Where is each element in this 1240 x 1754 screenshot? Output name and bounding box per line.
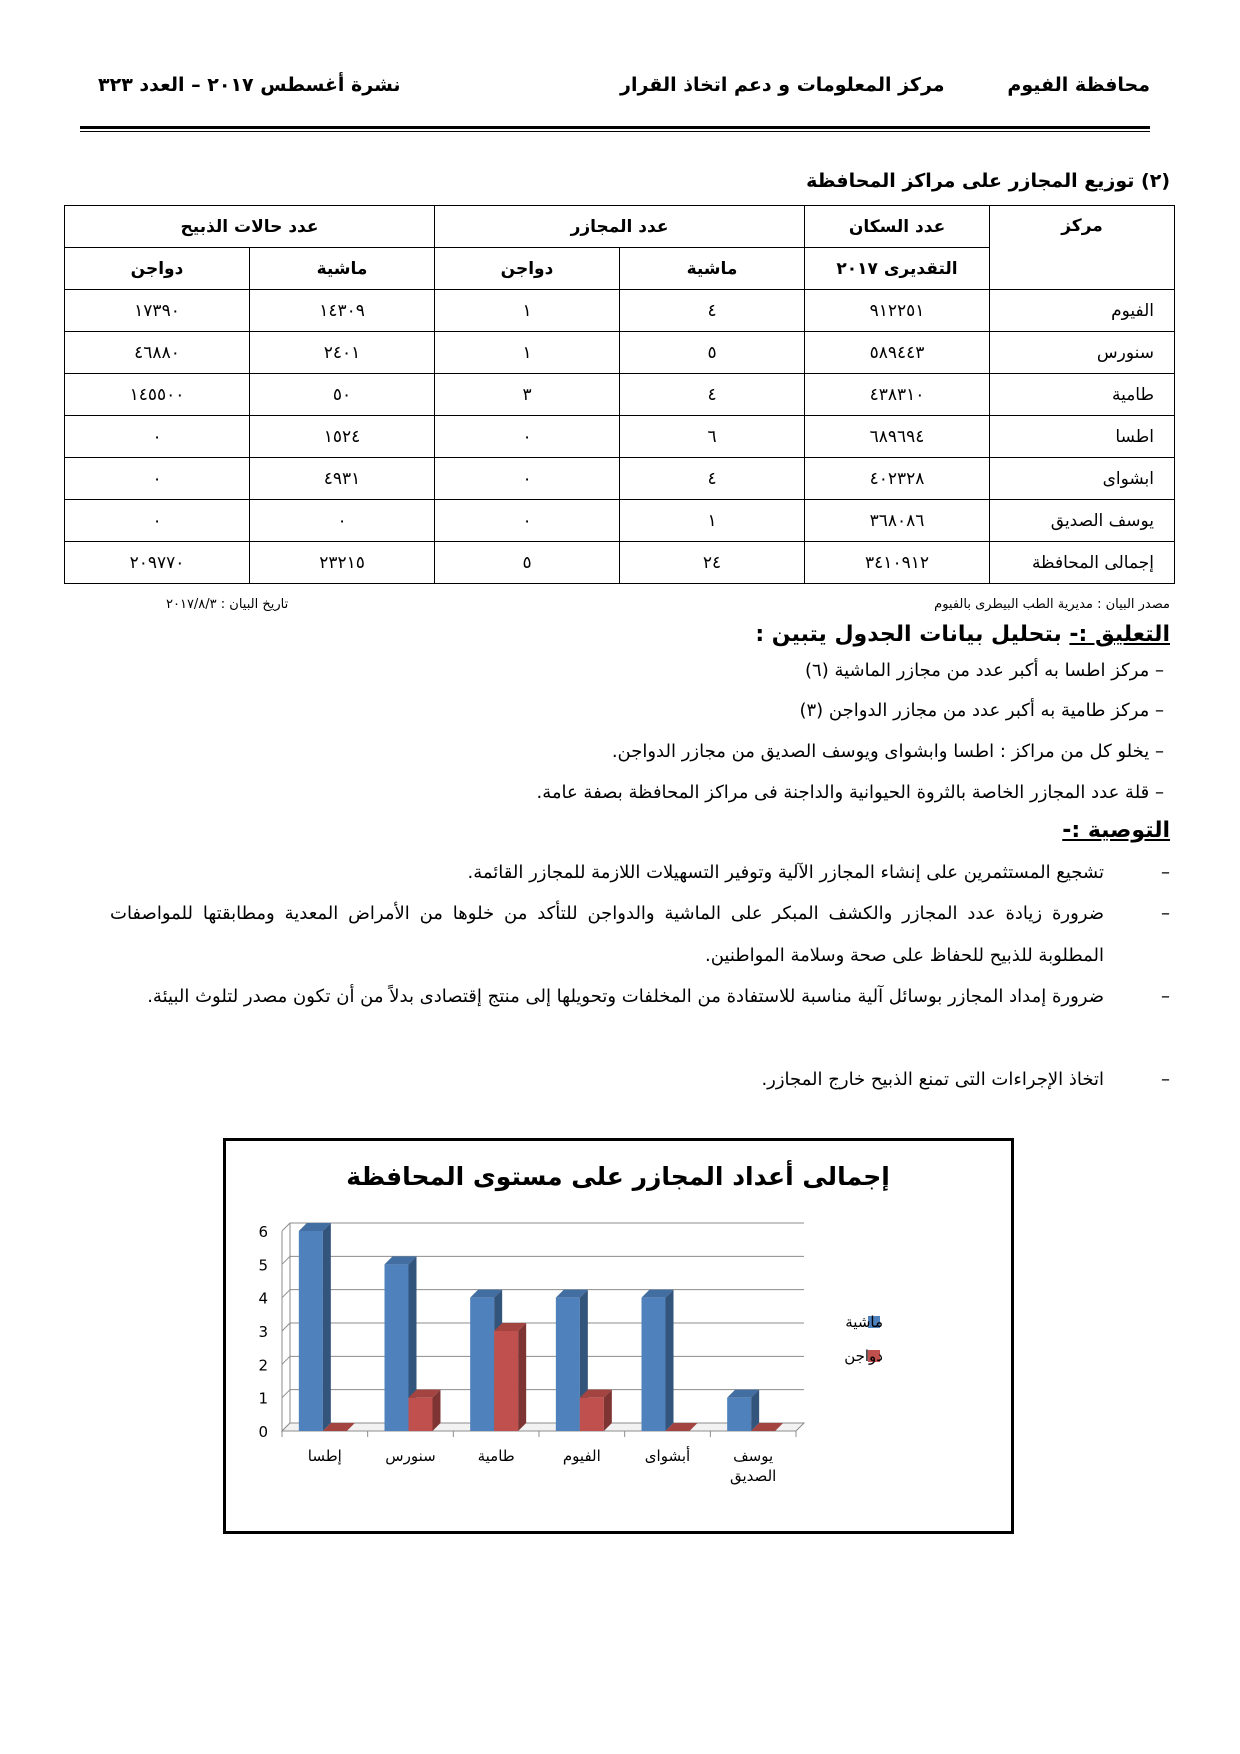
- cell-cases-livestock: ١٤٣٠٩: [250, 290, 435, 332]
- cell-cases-livestock: ٤٩٣١: [250, 458, 435, 500]
- bar-livestock: [385, 1264, 409, 1431]
- recommendation-item-1: [110, 852, 1170, 894]
- cell-name: طامية: [990, 374, 1175, 416]
- table-row: [65, 374, 1175, 416]
- y-tick-label: 0: [258, 1423, 268, 1441]
- table-row: [65, 500, 1175, 542]
- legend-label: ماشية: [845, 1313, 883, 1331]
- data-date-note: تاريخ البيان : ٢٠١٧/٨/٣: [166, 597, 289, 612]
- info-center-name: مركز المعلومات و دعم اتخاذ القرار: [620, 74, 945, 96]
- bar-livestock: [642, 1298, 666, 1431]
- bar-side: [518, 1323, 526, 1431]
- col-sh-poultry: دواجن: [435, 248, 620, 290]
- list-item: – مركز اطسا به أكبر عدد من مجازر الماشية (٦): [805, 660, 1164, 681]
- bar-poultry: [409, 1398, 433, 1431]
- x-tick-label: الصديق: [730, 1467, 777, 1485]
- cell-sh-livestock: ٤: [620, 290, 805, 332]
- cell-name: إجمالى المحافظة: [990, 542, 1175, 584]
- list-item: – قلة عدد المجازر الخاصة بالثروة الحيوانية والداجنة فى مراكز المحافظة بصفة عامة.: [536, 782, 1164, 803]
- cell-cases-livestock: ١٥٢٤: [250, 416, 435, 458]
- cell-cases-poultry: ٠: [65, 500, 250, 542]
- recommendation-item-2: [110, 893, 1170, 977]
- cell-name: يوسف الصديق: [990, 500, 1175, 542]
- cell-population: ٣٦٨٠٨٦: [805, 500, 990, 542]
- chart-title: إجمالى أعداد المجازر على مستوى المحافظة: [346, 1162, 890, 1191]
- comment-item-1: [805, 660, 1164, 681]
- cell-sh-livestock: ٢٤: [620, 542, 805, 584]
- col-cases-livestock: ماشية: [250, 248, 435, 290]
- slaughterhouses-table: [64, 205, 1175, 584]
- gridline-diagonal: [282, 1290, 290, 1298]
- gridline-diagonal: [282, 1390, 290, 1398]
- col-slaughterhouses: عدد المجازر: [435, 206, 805, 248]
- comment-label: التعليق :-: [1069, 622, 1170, 647]
- cell-sh-livestock: ١: [620, 500, 805, 542]
- list-item: – مركز طامية به أكبر عدد من مجازر الدواجن (٣): [799, 700, 1164, 721]
- cell-population: ٣٤١٠٩١٢: [805, 542, 990, 584]
- cell-sh-poultry: ٣: [435, 374, 620, 416]
- cell-cases-poultry: ١٤٥٥٠٠: [65, 374, 250, 416]
- cell-cases-poultry: ٠: [65, 458, 250, 500]
- x-tick-label: إطسا: [307, 1447, 342, 1465]
- header-divider-thin: [80, 131, 1150, 132]
- recommendation-text: ضرورة إمداد المجازر بوسائل آلية مناسبة للاستفادة من المخلفات وتحويلها إلى منتج إقتصادى بدلاً من أن تكون مصدر لتلوث البيئة.: [147, 986, 1104, 1007]
- y-tick-label: 4: [258, 1289, 268, 1308]
- cell-name: الفيوم: [990, 290, 1175, 332]
- bar-livestock: [299, 1231, 323, 1431]
- cell-name: اطسا: [990, 416, 1175, 458]
- col-center: مركز: [990, 206, 1175, 290]
- cell-cases-livestock: ٢٤٠١: [250, 332, 435, 374]
- dash-marker: –: [1161, 903, 1170, 924]
- y-tick-label: 5: [258, 1256, 268, 1275]
- cell-cases-poultry: ١٧٣٩٠: [65, 290, 250, 332]
- y-tick-label: 3: [258, 1323, 268, 1341]
- cell-population: ٤٣٨٣١٠: [805, 374, 990, 416]
- dash-marker: –: [1161, 862, 1170, 883]
- x-tick-label: يوسف: [733, 1447, 774, 1465]
- section-title: (٢) توزيع المجازر على مراكز المحافظة: [806, 170, 1170, 192]
- dash-marker: –: [1161, 1069, 1170, 1090]
- dash-marker: –: [1161, 986, 1170, 1007]
- cell-cases-poultry: ٠: [65, 416, 250, 458]
- cell-sh-poultry: ١: [435, 332, 620, 374]
- recommendation-heading: التوصية :-: [1062, 818, 1170, 843]
- slaughterhouses-chart: [223, 1138, 1014, 1534]
- x-tick-label: أبشواى: [644, 1447, 691, 1465]
- cell-sh-livestock: ٥: [620, 332, 805, 374]
- cell-name: ابشواى: [990, 458, 1175, 500]
- recommendation-item-4: [110, 1059, 1170, 1101]
- chart-canvas: [226, 1141, 1011, 1531]
- cell-sh-poultry: ٠: [435, 458, 620, 500]
- cell-population: ٦٨٩٦٩٤: [805, 416, 990, 458]
- bar-poultry: [494, 1331, 518, 1431]
- y-tick-label: 1: [258, 1389, 268, 1408]
- x-tick-label: طامية: [477, 1447, 515, 1465]
- bar-livestock: [727, 1398, 751, 1431]
- recommendation-text: اتخاذ الإجراءات التى تمنع الذبيح خارج المجازر.: [761, 1069, 1104, 1090]
- bar-livestock: [556, 1298, 580, 1431]
- comment-item-2: [799, 700, 1164, 721]
- x-tick-label: الفيوم: [562, 1447, 601, 1465]
- table-row: [65, 290, 1175, 332]
- recommendation-text: ضرورة زيادة عدد المجازر والكشف المبكر على الماشية والدواجن للتأكد من خلوها من الأمراض المعدية ومطابقتها للمواصفات المطلوبة للذبيح للحفاظ على صحة وسلامة المواطنين.: [110, 903, 1104, 966]
- cell-cases-poultry: ٤٦٨٨٠: [65, 332, 250, 374]
- col-slaughter-cases: عدد حالات الذبيح: [65, 206, 435, 248]
- bar-side: [323, 1223, 331, 1431]
- gridline-diagonal: [282, 1323, 290, 1331]
- cell-name: سنورس: [990, 332, 1175, 374]
- y-tick-label: 2: [258, 1356, 268, 1375]
- table-row: [65, 542, 1175, 584]
- table-header-row: [65, 206, 1175, 248]
- bulletin-issue: نشرة أغسطس ٢٠١٧ – العدد ٣٢٣: [98, 74, 401, 96]
- cell-sh-poultry: ١: [435, 290, 620, 332]
- col-cases-poultry: دواجن: [65, 248, 250, 290]
- bar-poultry: [580, 1398, 604, 1431]
- gridline-diagonal: [282, 1256, 290, 1264]
- gridline-diagonal: [282, 1356, 290, 1364]
- table-row: [65, 458, 1175, 500]
- cell-population: ٩١٢٢٥١: [805, 290, 990, 332]
- cell-sh-poultry: ٥: [435, 542, 620, 584]
- cell-sh-livestock: ٤: [620, 458, 805, 500]
- list-item: – يخلو كل من مراكز : اطسا وابشواى ويوسف الصديق من مجازر الدواجن.: [611, 741, 1164, 762]
- table-row: [65, 416, 1175, 458]
- comment-item-4: [536, 782, 1164, 803]
- recommendation-text: تشجيع المستثمرين على إنشاء المجازر الآلية وتوفير التسهيلات اللازمة للمجازر القائمة.: [467, 862, 1104, 883]
- cell-population: ٥٨٩٤٤٣: [805, 332, 990, 374]
- cell-cases-livestock: ٠: [250, 500, 435, 542]
- page-header: [80, 74, 1150, 104]
- recommendation-item-3: [110, 976, 1170, 1018]
- cell-sh-livestock: ٤: [620, 374, 805, 416]
- cell-sh-poultry: ٠: [435, 416, 620, 458]
- table-row: [65, 332, 1175, 374]
- cell-cases-livestock: ٥٠: [250, 374, 435, 416]
- comment-heading: [755, 622, 1170, 647]
- cell-cases-livestock: ٢٣٢١٥: [250, 542, 435, 584]
- col-sh-livestock: ماشية: [620, 248, 805, 290]
- comment-intro: بتحليل بيانات الجدول يتبين :: [755, 622, 1062, 647]
- x-tick-label: سنورس: [385, 1447, 436, 1465]
- gridline-diagonal: [282, 1223, 290, 1231]
- governorate-name: محافظة الفيوم: [1007, 74, 1150, 96]
- col-population-sub: التقديرى ٢٠١٧: [805, 248, 990, 290]
- chart-floor: [282, 1423, 804, 1431]
- cell-cases-poultry: ٢٠٩٧٧٠: [65, 542, 250, 584]
- source-note: مصدر البيان : مديرية الطب البيطرى بالفيوم: [934, 597, 1170, 612]
- cell-population: ٤٠٢٣٢٨: [805, 458, 990, 500]
- comment-item-3: [612, 741, 1164, 762]
- cell-sh-poultry: ٠: [435, 500, 620, 542]
- bar-livestock: [470, 1298, 494, 1431]
- y-tick-label: 6: [258, 1223, 268, 1241]
- legend-label: دواجن: [844, 1347, 883, 1365]
- cell-sh-livestock: ٦: [620, 416, 805, 458]
- col-population: عدد السكان: [805, 206, 990, 248]
- header-divider: [80, 126, 1150, 129]
- bar-side: [666, 1290, 674, 1431]
